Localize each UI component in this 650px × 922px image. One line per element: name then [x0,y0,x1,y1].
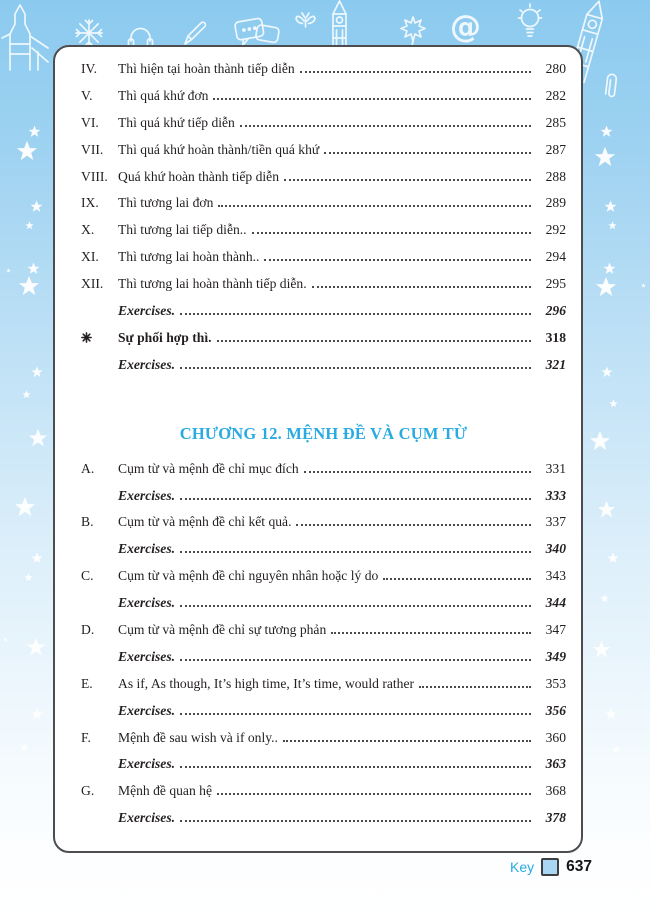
toc-row [81,249,566,276]
star-icon [612,745,621,754]
toc-row [81,461,566,488]
toc-item-label: Cụm từ và mệnh đề chỉ sự tương phản [118,622,327,638]
toc-item-label: Exercises. [118,541,176,557]
dot-leader [296,524,531,526]
star-icon [589,430,611,452]
toc-row [81,61,566,88]
dot-leader [284,179,531,181]
dot-leader [180,551,531,553]
toc-item-page: 353 [545,675,566,691]
dot-leader [300,71,531,73]
star-icon [595,276,617,298]
toc-item-label: Thì quá khứ hoàn thành/tiền quá khứ [118,141,320,157]
toc-item-number: VII. [81,141,104,157]
dot-leader [180,313,531,315]
dot-leader [383,578,531,580]
star-icon [592,640,611,659]
star-icon [597,500,616,519]
dot-leader [218,205,531,207]
toc-item-label: Exercises. [118,648,176,664]
toc-row [81,488,566,515]
page-number: 637 [566,858,592,875]
toc-item-label: Exercises. [118,595,176,611]
toc-card [53,45,583,853]
star-icon [24,573,33,582]
dot-leader [180,766,531,768]
dot-leader [180,820,531,822]
star-icon [6,268,11,273]
asterisk-bullet-icon [81,332,92,343]
toc-item-page: 289 [545,195,566,211]
star-icon [27,262,40,275]
toc-item-label: Thì tương lai tiếp diễn.. [118,222,247,238]
dot-leader [240,125,531,127]
toc-item-page: 331 [545,460,566,476]
dot-leader [264,259,531,261]
dot-leader [312,286,531,288]
toc-row [81,115,566,142]
toc-item-label: Exercises. [118,487,176,503]
toc-row [81,568,566,595]
dot-leader [180,498,531,500]
toc-item-page: 287 [545,141,566,157]
toc-row [81,703,566,730]
maple-leaf-icon [401,17,425,46]
toc-item-label: Mệnh đề quan hệ [118,783,212,799]
toc-item-page: 280 [545,61,566,76]
toc-row [81,730,566,757]
toc-item-number [81,330,118,346]
toc-item-page: 321 [545,356,566,372]
star-icon [609,399,618,408]
star-icon [3,637,8,642]
toc-item-page: 349 [545,648,566,664]
dot-leader [331,632,531,634]
chapter-heading: CHƯƠNG 12. MỆNH ĐỀ VÀ CỤM TỪ [179,423,468,443]
dot-leader [180,367,531,369]
toc-item-number: F. [81,729,91,745]
toc-row [81,783,566,810]
toc-row [81,622,566,649]
toc-item-label: Exercises. [118,702,176,718]
toc-item-number: A. [81,460,95,476]
star-icon [28,125,41,138]
star-icon [600,594,609,603]
toc-item-number: IV. [81,61,97,76]
star-icon [601,366,613,378]
toc-item-label: Thì hiện tại hoàn thành tiếp diễn [118,61,295,76]
toc-item-label: Exercises. [118,756,176,772]
dot-leader [252,232,531,234]
dot-leader [180,605,531,607]
toc-row [81,88,566,115]
toc-item-number: IX. [81,195,99,211]
dot-leader [180,659,531,661]
toc-item-label: Exercises. [118,303,176,319]
chat-bubbles-icon [234,18,279,46]
toc-item-number: X. [81,222,95,238]
tower-bridge-icon [2,5,48,70]
dot-leader [283,740,531,742]
toc-row [81,756,566,783]
toc-item-number: XI. [81,249,99,265]
toc-row [81,142,566,169]
toc-item-number: G. [81,783,95,799]
dot-leader [304,471,531,473]
toc-item-label: Thì quá khứ tiếp diễn [118,114,235,130]
page-footer [510,858,592,876]
toc-row [81,541,566,568]
toc-row [81,276,566,303]
dot-leader [213,98,531,100]
toc-row [81,595,566,622]
star-icon [30,200,43,213]
star-icon [22,390,31,399]
toc-item-label: Thì quá khứ đơn [118,87,209,103]
dot-leader [217,340,531,342]
toc-item-page: 347 [545,622,566,638]
toc-item-label: Thì tương lai hoàn thành tiếp diễn. [118,276,307,292]
star-icon [594,146,616,168]
star-icon [608,221,617,230]
star-icon [16,140,38,162]
toc-item-page: 288 [545,168,566,184]
pencil-icon [185,22,205,44]
toc-item-number: V. [81,87,93,103]
toc-item-page: 337 [545,514,566,530]
star-icon [20,743,29,752]
toc-section-chapter12 [81,461,566,837]
toc-item-label: Sự phối hợp thì. [118,329,212,345]
toc-item-number: VIII. [81,168,108,184]
toc-item-label: Cụm từ và mệnh đề chỉ kết quả. [118,514,292,530]
toc-row [81,222,566,249]
toc-row [81,330,566,357]
star-icon [26,637,46,657]
snowflake-icon [76,20,102,46]
toc-item-number: B. [81,514,94,530]
star-icon [31,552,43,564]
dot-leader [180,713,531,715]
star-icon [641,283,646,288]
toc-item-page: 295 [545,276,566,292]
key-color-box-icon [541,858,559,876]
toc-item-label: Quá khứ hoàn thành tiếp diễn [118,168,280,184]
star-icon [607,552,619,564]
toc-item-label: Exercises. [118,810,176,826]
toc-item-page: 318 [545,329,566,345]
paperclip-icon [598,73,624,99]
toc-item-page: 285 [545,114,566,130]
key-label: Key [510,859,535,875]
star-icon [603,262,616,275]
toc-row [81,357,566,384]
toc-item-label: Cụm từ và mệnh đề chỉ nguyên nhân hoặc lý do [118,568,379,584]
star-icon [600,125,613,138]
star-icon [14,496,36,518]
toc-row [81,514,566,541]
toc-item-number: E. [81,675,93,691]
light-bulb-icon [519,4,542,36]
toc-item-number: D. [81,622,95,638]
butterfly-icon [296,13,315,27]
toc-item-page: 360 [545,729,566,745]
toc-item-page: 343 [545,568,566,584]
toc-item-page: 282 [545,87,566,103]
toc-item-page: 340 [545,541,566,557]
dot-leader [217,793,531,795]
toc-row [81,169,566,196]
toc-item-page: 356 [545,702,566,718]
dot-leader [324,152,531,154]
toc-item-page: 344 [545,595,566,611]
toc-item-page: 378 [545,810,566,826]
toc-row [81,195,566,222]
toc-item-page: 363 [545,756,566,772]
toc-row [81,676,566,703]
star-icon [18,275,40,297]
toc-section-tenses [81,61,566,384]
toc-item-page: 292 [545,222,566,238]
toc-item-page: 296 [545,303,566,319]
at-icon: @ [450,9,481,45]
dot-leader [419,686,531,688]
toc-item-page: 368 [545,783,566,799]
toc-item-label: Mệnh đề sau wish và if only.. [118,729,278,745]
toc-row [81,810,566,837]
toc-item-label: As if, As though, It’s high time, It’s time, would rather [118,675,415,691]
toc-item-label: Exercises. [118,356,176,372]
star-icon [31,708,43,720]
toc-item-page: 333 [545,487,566,503]
toc-item-label: Thì tương lai hoàn thành.. [118,249,260,265]
toc-item-label: Cụm từ và mệnh đề chỉ mục đích [118,460,299,476]
star-icon [604,200,617,213]
big-ben-icon [333,1,346,50]
toc-item-label: Thì tương lai đơn [118,195,214,211]
toc-item-number: VI. [81,114,99,130]
star-icon [25,221,34,230]
star-icon [31,366,43,378]
star-icon [605,708,617,720]
star-icon [28,428,48,448]
toc-item-number: XII. [81,276,104,292]
toc-row [81,303,566,330]
toc-item-number: C. [81,568,94,584]
toc-item-page: 294 [545,249,566,265]
toc-row [81,649,566,676]
